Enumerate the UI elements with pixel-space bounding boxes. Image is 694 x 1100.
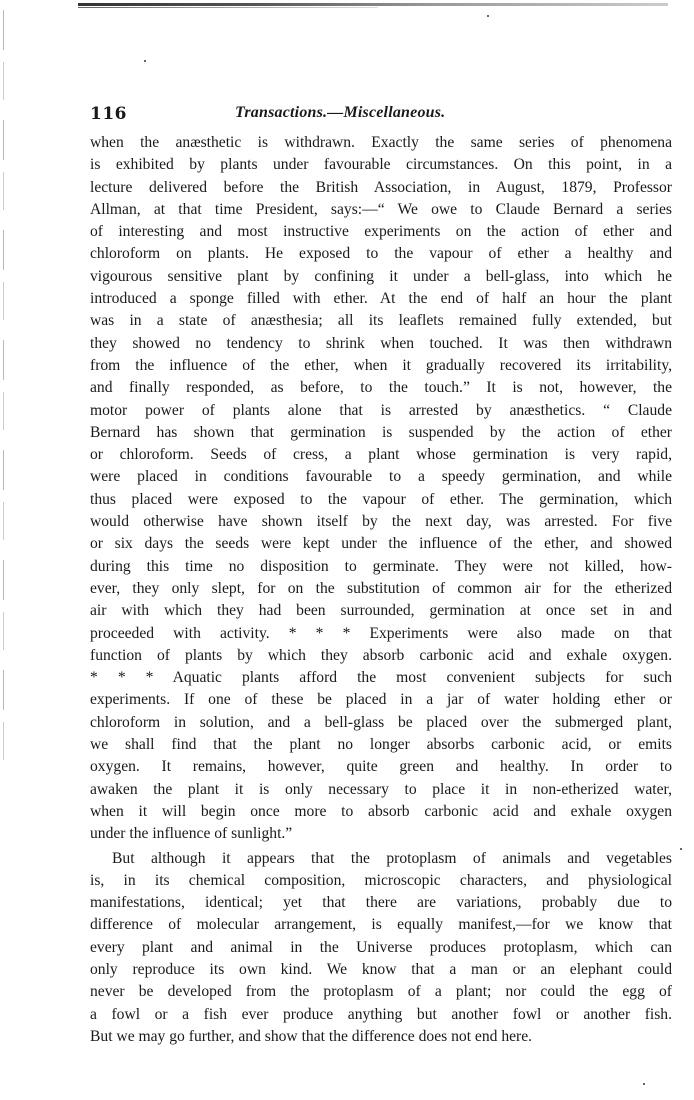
text-line: never be developed from the protoplasm of a plant; nor could the egg of <box>90 983 672 1001</box>
text-line: were placed in conditions favourable to a speedy germination, and while <box>90 468 672 486</box>
text-line: would otherwise have shown itself by the next day, was arrested. For five <box>90 513 672 531</box>
text-line: vigourous sensitive plant by confining it under a bell-glass, into which he <box>90 267 672 285</box>
text-line: proceeded with activity. * * * Experiments were also made on that <box>90 624 672 642</box>
text-line: introduced a sponge filled with ether. At the end of half an hour the plant <box>90 290 672 308</box>
text-line: thus placed were exposed to the vapour of ether. The germination, which <box>90 490 672 508</box>
text-line: manifestations, identical; yet that there are variations, probably due to <box>90 894 672 912</box>
text-line: air with which they had been surrounded, germination at once set in and <box>90 602 672 620</box>
body-text <box>90 132 672 1048</box>
text-line: * * * Aquatic plants afford the most convenient subjects for such <box>90 669 672 687</box>
text-line: experiments. If one of these be placed in a jar of water holding ether or <box>90 691 672 709</box>
text-line: is, in its chemical composition, microscopic characters, and physiological <box>90 871 672 889</box>
top-page-rule <box>78 3 668 6</box>
text-line: function of plants by which they absorb carbonic acid and exhale oxygen. <box>90 646 672 664</box>
text-line: only reproduce its own kind. We know that a man or an elephant could <box>90 960 672 978</box>
text-line: lecture delivered before the British Association, in August, 1879, Professor <box>90 178 672 196</box>
text-line: when the anæsthetic is withdrawn. Exactly the same series of phenomena <box>90 134 672 151</box>
page-header <box>90 104 672 126</box>
text-line: chloroform in solution, and a bell-glass be placed over the submerged plant, <box>90 713 672 731</box>
text-line: or six days the seeds were kept under the influence of the ether, and showed <box>90 535 672 553</box>
text-line: under the influence of sunlight.” <box>90 825 293 843</box>
text-line: difference of molecular arrangement, is equally manifest,—for we know that <box>90 916 672 934</box>
text-line: or chloroform. Seeds of cress, a plant whose germination is very rapid, <box>90 446 672 464</box>
text-line: motor power of plants alone that is arrested by anæsthetics. “ Claude <box>90 401 672 419</box>
text-line: and finally responded, as before, to the touch.” It is not, however, the <box>90 379 672 397</box>
text-line: Bernard has shown that germination is suspended by the action of ether <box>90 423 672 441</box>
text-line: a fowl or a fish ever produce anything but another fowl or another fish. <box>90 1005 672 1023</box>
scan-speck <box>144 60 146 62</box>
text-line: oxygen. It remains, however, quite green and healthy. In order to <box>90 758 672 776</box>
scan-edge-artifact <box>3 10 4 770</box>
text-line: from the influence of the ether, when it gradually recovered its irritability, <box>90 356 672 374</box>
running-head: Transactions.—Miscellaneous. <box>235 104 446 121</box>
text-line: we shall find that the plant no longer absorbs carbonic acid, or emits <box>90 736 672 754</box>
text-line: is exhibited by plants under favourable circumstances. On this point, in a <box>90 156 672 174</box>
text-line: every plant and animal in the Universe produces protoplasm, which can <box>90 938 672 956</box>
text-line: was in a state of anæsthesia; all its leaflets remained fully extended, but <box>90 312 672 330</box>
text-line: But although it appears that the protoplasm of animals and vegetables <box>112 849 672 867</box>
page-number: 116 <box>90 104 127 124</box>
scan-speck <box>487 15 489 17</box>
paragraph-1 <box>90 132 672 846</box>
top-page-rule-secondary <box>78 7 378 8</box>
text-line: Allman, at that time President, says:—“ We owe to Claude Bernard a series <box>90 200 672 218</box>
text-line: when it will begin once more to absorb carbonic acid and exhale oxygen <box>90 802 672 820</box>
text-line: during this time no disposition to germinate. They were not killed, how- <box>90 557 672 575</box>
text-line: awaken the plant it is only necessary to place it in non-etherized water, <box>90 780 672 798</box>
scan-speck <box>680 848 682 850</box>
text-line: they showed no tendency to shrink when touched. It was then withdrawn <box>90 334 672 352</box>
paragraph-2 <box>90 848 672 1049</box>
scan-speck <box>643 1083 645 1085</box>
text-line: of interesting and most instructive experiments on the action of ether and <box>90 223 672 241</box>
text-line: But we may go further, and show that the difference does not end here. <box>90 1027 533 1045</box>
text-line: ever, they only slept, for on the substitution of common air for the etherized <box>90 579 672 597</box>
text-line: chloroform on plants. He exposed to the vapour of ether a healthy and <box>90 245 672 263</box>
